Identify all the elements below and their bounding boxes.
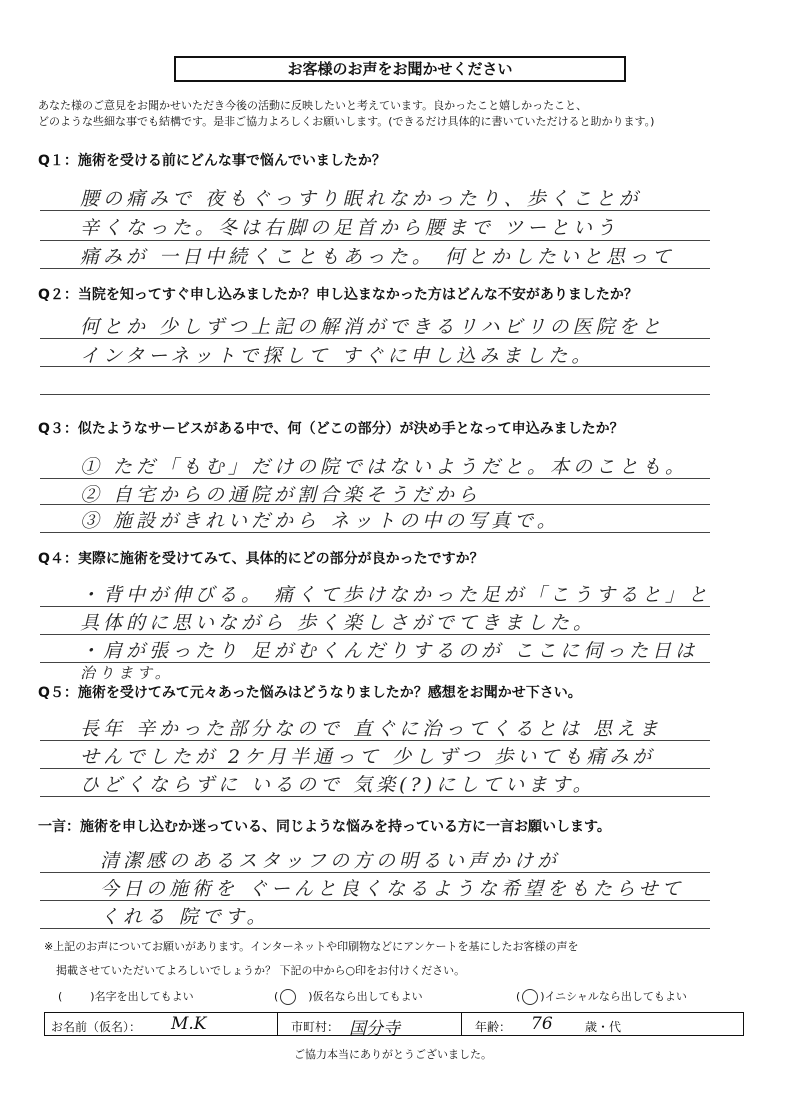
hitokoto-answer-line: くれる 院です。 [100, 906, 270, 928]
notice-line-2: 掲載させていただいてよろしいでしょうか？ 下記の中から○印をお付けください。 [56, 964, 466, 977]
q5-answer-line: 長年 辛かった部分なので 直ぐに治ってくるとは 思えま [80, 718, 663, 740]
option-pseudonym[interactable]: ( )仮名なら出してもよい [274, 990, 423, 1003]
intro-line-1: あなた様のご意見をお聞かせいただき今後の活動に反映したいと考えています。良かったこと嬉しかったこと、 [38, 99, 588, 112]
hitokoto-question: 一言：施術を申し込むか迷っている、同じような悩みを持っている方に一言お願いします。 [38, 819, 611, 835]
page-title: お客様のお声をお聞かせください [174, 56, 626, 82]
q5-question: Q５：施術を受けてみて元々あった悩みはどうなりましたか？感想をお聞かせ下さい。 [38, 685, 582, 701]
q1-question: Q１：施術を受ける前にどんな事で悩んでいましたか？ [38, 153, 386, 169]
q5-answer-line: せんでしたが 2ケ月半通って 少しずつ 歩いても痛みが [80, 746, 656, 768]
name-value: M.K [171, 1014, 207, 1034]
intro-line-2: どのような些細な事でも結構です。是非ご協力よろしくお願いします。(できるだけ具体的に書いていただけると助かります。) [38, 115, 655, 128]
q2-question: Q２：当院を知ってすぐ申し込みましたか？申し込まなかった方はどんな不安がありましたか？ [38, 287, 638, 303]
option-label: )イニシャルなら出してもよい [540, 990, 687, 1003]
option-initials[interactable]: ( )イニシャルなら出してもよい [516, 990, 687, 1003]
q4-answer-line: 具体的に思いながら 歩く楽しさがでてきました。 [80, 612, 597, 634]
respondent-info-box [44, 1012, 744, 1039]
q4-question: Q４：実際に施術を受けてみて、具体的にどの部分が良かったですか？ [38, 551, 484, 567]
footer-thanks: ご協力本当にありがとうございました。 [294, 1048, 492, 1061]
city-label: 市町村： [291, 1020, 340, 1034]
q3-answer-line: ③ 施設がきれいだから ネットの中の写真で。 [80, 510, 560, 532]
q2-answer-line: 何とか 少しずつ上記の解消ができるリハビリの医院をと [80, 316, 665, 338]
option-label: )名字を出してもよい [90, 990, 194, 1003]
circle-mark-icon [522, 989, 538, 1005]
q4-answer-line: ・肩が張ったり 足がむくんだりするのが ここに伺った日は [80, 640, 699, 662]
q4-answer-line: ・背中が伸びる。 痛くて歩けなかった足が「こうすると」と [80, 584, 712, 606]
hitokoto-answer-line: 今日の施術を ぐーんと良くなるような希望をもたらせて [100, 878, 685, 900]
hitokoto-answer-line: 清潔感のあるスタッフの方の明るい声かけが [100, 850, 561, 872]
q2-answer-line: インターネットで探して すぐに申し込みました。 [80, 345, 595, 367]
notice-line-1: ※上記のお声についてお願いがあります。インターネットや印刷物などにアンケートを基にしたお客様の声を [44, 940, 579, 953]
name-label: お名前（仮名）： [51, 1020, 142, 1034]
q1-answer-line: 腰の痛みで 夜もぐっすり眠れなかったり、歩くことが [80, 188, 642, 210]
option-label: )仮名なら出してもよい [308, 990, 423, 1003]
age-value: 76 [531, 1014, 553, 1034]
q1-answer-line: 痛みが 一日中続くこともあった。 何とかしたいと思って [80, 246, 675, 268]
q3-answer-line: ② 自宅からの通院が割合楽そうだから [80, 484, 482, 506]
q3-answer-line: ① ただ「もむ」だけの院ではないようだと。本のことも。 [80, 456, 689, 478]
q1-answer-line: 辛くなった。冬は右脚の足首から腰まで ツーという [80, 217, 620, 239]
age-label: 年齢： [475, 1020, 512, 1034]
circle-mark-icon [280, 989, 296, 1005]
q4-answer-line: 治ります。 [80, 664, 174, 682]
option-surname[interactable]: ( )名字を出してもよい [58, 990, 194, 1003]
age-suffix: 歳・代 [585, 1020, 622, 1034]
q3-question: Q３：似たようなサービスがある中で、何（どこの部分）が決め手となって申込みましたか？ [38, 421, 624, 437]
q5-answer-line: ひどくならずに いるので 気楽(?)にしています。 [80, 774, 596, 796]
city-value: 国分寺 [349, 1019, 400, 1039]
